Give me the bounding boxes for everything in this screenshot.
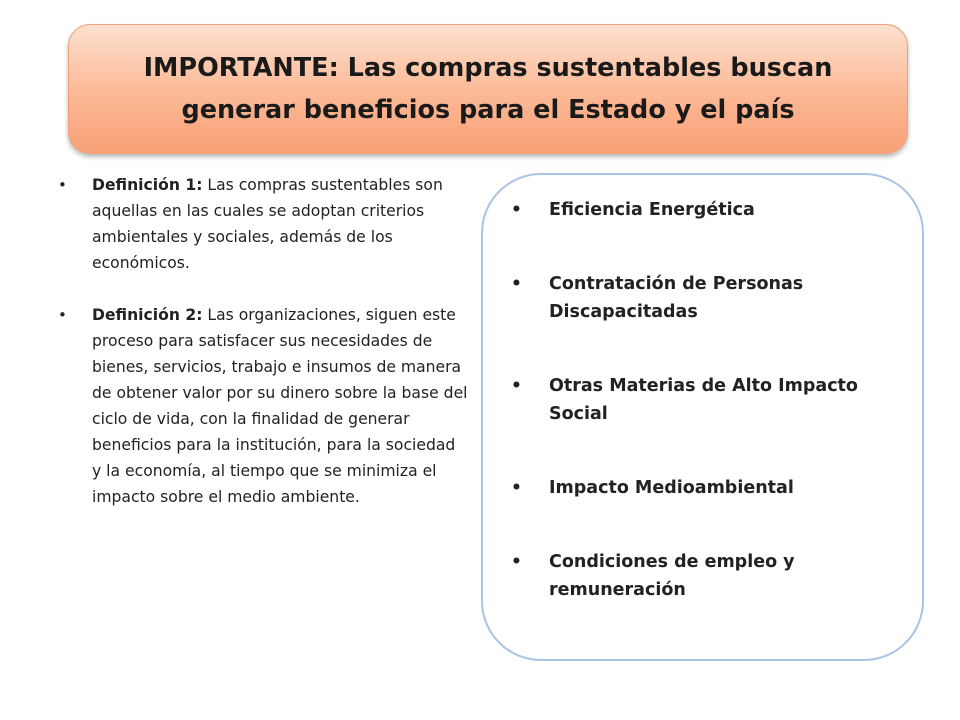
bullet-icon: • — [511, 376, 522, 396]
bullet-icon: • — [58, 306, 67, 324]
criteria-list — [511, 196, 911, 604]
criteria-label: Eficiencia Energética — [549, 200, 755, 220]
definitions-list — [58, 172, 468, 510]
criteria-item — [511, 270, 911, 326]
title-line-1: IMPORTANTE: Las compras sustentables buscan — [143, 53, 833, 83]
definition-label: Definición 2: — [92, 306, 203, 324]
criteria-item — [511, 372, 911, 428]
bullet-icon: • — [511, 478, 522, 498]
criteria-label: Condiciones de empleo y remuneración — [549, 552, 795, 600]
criteria-item — [511, 548, 911, 604]
criteria-item — [511, 196, 911, 224]
criteria-label: Otras Materias de Alto Impacto Social — [549, 376, 858, 424]
definition-text: Las organizaciones, siguen este proceso para satisfacer sus necesidades de bienes, servicios, trabajo e insumos de manera de obtener valor por su dinero sobre la base del ciclo de vida, con la finalidad de generar beneficios para la institución, para la sociedad y la economía, al tiempo que se minimiza el impacto sobre el medio ambiente. — [92, 306, 468, 506]
bullet-icon: • — [511, 552, 522, 572]
title-banner — [68, 24, 908, 154]
bullet-icon: • — [511, 200, 522, 220]
bullet-icon: • — [511, 274, 522, 294]
definition-item-2 — [58, 302, 468, 510]
criteria-item — [511, 474, 911, 502]
title-line-2: generar beneficios para el Estado y el país — [181, 95, 795, 125]
criteria-label: Impacto Medioambiental — [549, 478, 794, 498]
bullet-icon: • — [58, 176, 67, 194]
criteria-label: Contratación de Personas Discapacitadas — [549, 274, 804, 322]
definition-item-1 — [58, 172, 468, 276]
definition-label: Definición 1: — [92, 176, 203, 194]
definition-text: Las compras sustentables son aquellas en las cuales se adoptan criterios ambientales y sociales, además de los económicos. — [92, 176, 443, 272]
